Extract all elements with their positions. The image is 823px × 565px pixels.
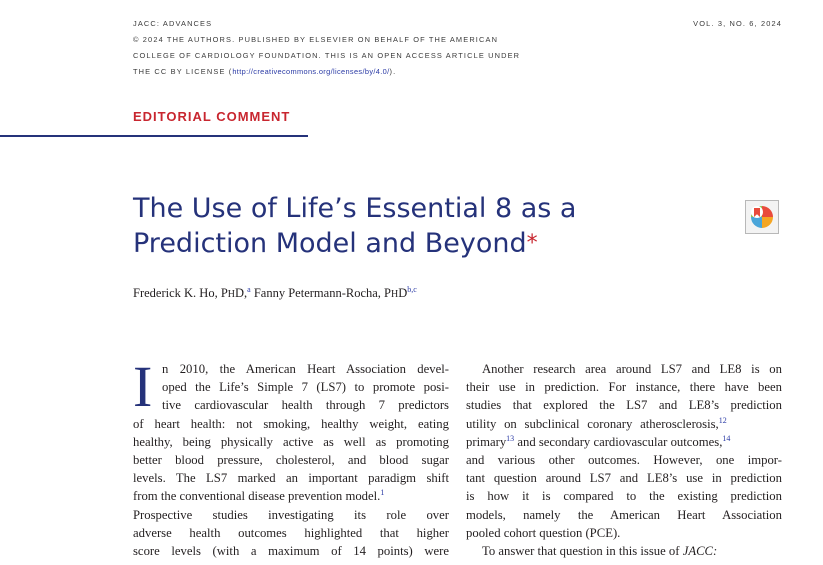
body-text: To answer that question in this issue of bbox=[482, 543, 683, 558]
author-1-degree-sc: H bbox=[227, 289, 236, 301]
body-line bbox=[466, 542, 782, 560]
author-list bbox=[133, 285, 417, 301]
reference-link[interactable]: 14 bbox=[722, 433, 731, 443]
reference-link[interactable]: 1 bbox=[380, 488, 385, 498]
body-line bbox=[466, 433, 782, 451]
title-line-2: Prediction Model and Beyond bbox=[133, 228, 527, 259]
body-line: and various other outcomes. However, one impor- bbox=[466, 452, 782, 467]
drop-cap: I bbox=[133, 354, 153, 419]
body-line: pooled cohort question (PCE). bbox=[466, 525, 621, 540]
journal-name-italic: JACC: bbox=[682, 543, 718, 558]
crossmark-icon[interactable] bbox=[745, 200, 779, 234]
body-line: n 2010, the American Heart Association devel- bbox=[162, 362, 449, 376]
volume-info: VOL. 3, NO. 6, 2024 bbox=[693, 19, 782, 28]
body-line bbox=[133, 487, 449, 505]
body-line: models, namely the American Heart Association bbox=[466, 507, 782, 522]
license-prefix: THE CC BY LICENSE ( bbox=[133, 67, 233, 76]
author-1-name: Frederick K. Ho, P bbox=[133, 286, 228, 301]
body-line bbox=[466, 415, 782, 433]
section-label: EDITORIAL COMMENT bbox=[133, 109, 291, 124]
body-line: tive cardiovascular health through 7 predictors bbox=[162, 398, 449, 413]
reference-link[interactable]: 12 bbox=[718, 415, 727, 425]
reference-link[interactable]: 13 bbox=[506, 433, 515, 443]
journal-name: JACC: ADVANCES bbox=[133, 19, 213, 28]
body-line: of heart health: not smoking, healthy weight, eating bbox=[133, 416, 449, 431]
body-line: score levels (with a maximum of 14 points) were bbox=[133, 543, 449, 558]
copyright-line-2: COLLEGE OF CARDIOLOGY FOUNDATION. THIS IS AN OPEN ACCESS ARTICLE UNDER bbox=[133, 51, 521, 60]
body-line: their use in prediction. For instance, there have been bbox=[466, 380, 782, 395]
copyright-line-3 bbox=[133, 67, 396, 76]
author-2-name: Fanny Petermann-Rocha, P bbox=[250, 286, 391, 301]
body-line: levels. The LS7 marked an important paradigm shift bbox=[133, 471, 449, 486]
body-column-left bbox=[133, 354, 449, 560]
copyright-line-1: © 2024 THE AUTHORS. PUBLISHED BY ELSEVIER ON BEHALF OF THE AMERICAN bbox=[133, 35, 499, 44]
body-text: from the conventional disease prevention model. bbox=[133, 489, 381, 504]
author-2-affiliation[interactable]: b,c bbox=[407, 285, 417, 294]
body-line: healthy, being physically active as well as promoting bbox=[133, 434, 449, 449]
title-footnote-marker[interactable]: * bbox=[526, 231, 538, 256]
body-line: adverse health outcomes highlighted that higher bbox=[133, 525, 449, 540]
section-divider bbox=[0, 135, 308, 137]
body-text: primary bbox=[466, 434, 507, 449]
body-line: oped the Life’s Simple 7 (LS7) to promote posi- bbox=[162, 380, 449, 395]
body-line: Prospective studies investigating its role over bbox=[133, 507, 449, 522]
body-line: studies that explored the LS7 and LE8’s prediction bbox=[466, 398, 782, 413]
license-suffix: ). bbox=[389, 67, 397, 76]
body-line: is how it is compared to the existing prediction bbox=[466, 489, 782, 504]
body-line: Another research area around LS7 and LE8 is on bbox=[482, 362, 782, 376]
article-title bbox=[133, 191, 693, 261]
body-line: tant question around LS7 and LE8’s use in prediction bbox=[466, 471, 782, 486]
license-link[interactable]: http://creativecommons.org/licenses/by/4.0/ bbox=[232, 67, 390, 76]
author-1-degree-end: D, bbox=[235, 286, 248, 301]
title-line-1: The Use of Life’s Essential 8 as a bbox=[133, 193, 577, 224]
body-column-right bbox=[466, 360, 782, 560]
author-1-affiliation[interactable]: a bbox=[247, 285, 251, 294]
body-text: and secondary cardiovascular outcomes, bbox=[514, 434, 723, 449]
body-line: better blood pressure, cholesterol, and blood sugar bbox=[133, 452, 449, 467]
body-text: utility on subclinical coronary atherosclerosis, bbox=[466, 416, 719, 431]
author-2-degree-sc: H bbox=[391, 289, 399, 301]
author-2-degree-end: D bbox=[398, 286, 408, 301]
